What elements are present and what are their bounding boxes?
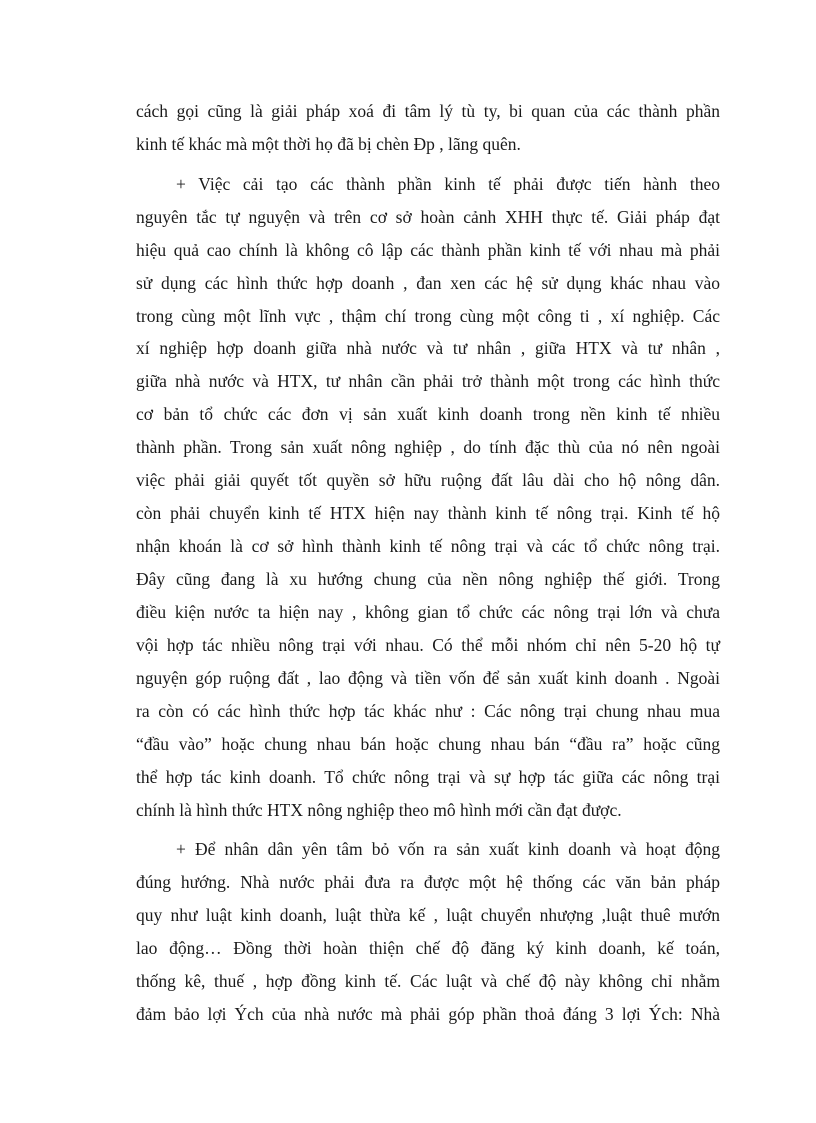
paragraph-2-line-15: vội hợp tác nhiều nông trại với nhau. Có thể mỗi nhóm chỉ nên 5-20 hộ tự <box>136 635 720 655</box>
paragraph-3-line-4: lao động… Đồng thời hoàn thiện chế độ đăng ký kinh doanh, kế toán, <box>136 938 720 958</box>
paragraph-2-line-11: còn phải chuyển kinh tế HTX hiện nay thành kinh tế nông trại. Kinh tế hộ <box>136 503 720 523</box>
paragraph-1-line-2: kinh tế khác mà một thời họ đã bị chèn Ðp , lãng quên. <box>136 134 521 154</box>
paragraph-2-line-2: nguyên tắc tự nguyện và trên cơ sở hoàn cảnh XHH thực tế. Giải pháp đạt <box>136 207 720 227</box>
paragraph-2-line-14: điều kiện nước ta hiện nay , không gian tổ chức các nông trại lớn và chưa <box>136 602 720 622</box>
paragraph-2-line-18: “đầu vào” hoặc chung nhau bán hoặc chung nhau bán “đầu ra” hoặc cũng <box>136 734 720 754</box>
paragraph-2-line-16: nguyện góp ruộng đất , lao động và tiền vốn để sản xuất kinh doanh . Ngoài <box>136 668 720 688</box>
paragraph-1-line-1: cách gọi cũng là giải pháp xoá đi tâm lý tù ty, bi quan của các thành phần <box>136 101 720 121</box>
paragraph-2-line-19: thể hợp tác kinh doanh. Tổ chức nông trại và sự hợp tác giữa các nông trại <box>136 767 720 787</box>
paragraph-2-line-3: hiệu quả cao chính là không cô lập các thành phần kinh tế với nhau mà phải <box>136 240 720 260</box>
paragraph-2-line-12: nhận khoán là cơ sở hình thành kinh tế nông trại và các tổ chức nông trại. <box>136 536 720 556</box>
paragraph-3-line-5: thống kê, thuế , hợp đồng kinh tế. Các luật và chế độ này không chỉ nhằm <box>136 971 720 991</box>
paragraph-3-line-3: quy như luật kinh doanh, luật thừa kế , luật chuyển nhượng ,luật thuê mướn <box>136 905 720 925</box>
paragraph-2-line-4: sử dụng các hình thức hợp doanh , đan xen các hệ sử dụng khác nhau vào <box>136 273 720 293</box>
paragraph-2-line-7: giữa nhà nước và HTX, tư nhân cần phải trở thành một trong các hình thức <box>136 371 720 391</box>
paragraph-3-line-1: + Để nhân dân yên tâm bỏ vốn ra sản xuất kinh doanh và hoạt động <box>176 839 720 859</box>
paragraph-2-line-6: xí nghiệp hợp doanh giữa nhà nước và tư nhân , giữa HTX và tư nhân , <box>136 338 720 358</box>
paragraph-2-line-17: ra còn có các hình thức hợp tác khác như : Các nông trại chung nhau mua <box>136 701 720 721</box>
paragraph-3-line-2: đúng hướng. Nhà nước phải đưa ra được một hệ thống các văn bản pháp <box>136 872 720 892</box>
paragraph-2-line-5: trong cùng một lĩnh vực , thậm chí trong cùng một công ti , xí nghiệp. Các <box>136 306 720 326</box>
paragraph-2-line-13: Đây cũng đang là xu hướng chung của nền nông nghiệp thế giới. Trong <box>136 569 720 589</box>
paragraph-2-line-20: chính là hình thức HTX nông nghiệp theo mô hình mới cần đạt được. <box>136 800 622 820</box>
paragraph-3-line-6: đảm bảo lợi Ých của nhà nước mà phải góp phần thoả đáng 3 lợi Ých: Nhà <box>136 1004 720 1024</box>
paragraph-2-line-1: + Việc cải tạo các thành phần kinh tế phải được tiến hành theo <box>176 174 720 194</box>
paragraph-2-line-9: thành phần. Trong sản xuất nông nghiệp , do tính đặc thù của nó nên ngoài <box>136 437 720 457</box>
paragraph-2-line-10: việc phải giải quyết tốt quyền sở hữu ruộng đất lâu dài cho hộ nông dân. <box>136 470 720 490</box>
paragraph-2-line-8: cơ bản tổ chức các đơn vị sản xuất kinh doanh trong nền kinh tế nhiều <box>136 404 720 424</box>
